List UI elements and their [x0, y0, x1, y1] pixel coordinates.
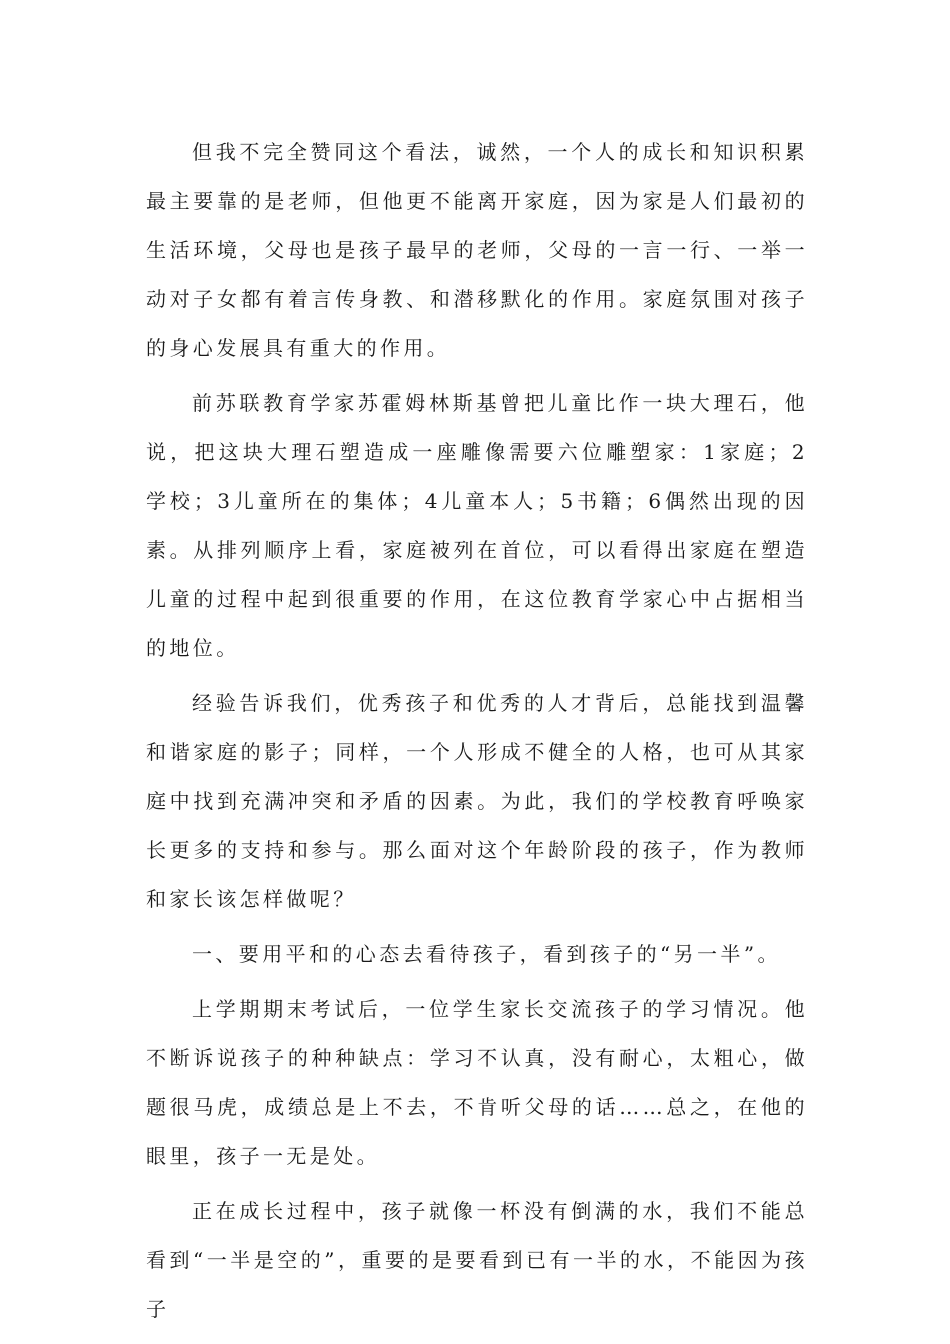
paragraph-parent-example: 上学期期末考试后，一位学生家长交流孩子的学习情况。他不断诉说孩子的种种缺点：学习不认真，没有耐心，太粗心，做题很马虎，成绩总是上不去，不肯听父母的话……总之，在他的眼里，孩子一无是处。 — [146, 997, 808, 1168]
paragraph-sukhomlinsky: 前苏联教育学家苏霍姆林斯基曾把儿童比作一块大理石，他说，把这块大理石塑造成一座雕像需要六位雕塑家：1家庭；2学校；3儿童所在的集体；4儿童本人；5书籍；6偶然出现的因素。从排列顺序上看，家庭被列在首位，可以看得出家庭在塑造儿童的过程中起到很重要的作用，在这位教育学家心中占据相当的地位。 — [146, 391, 808, 660]
paragraph-experience: 经验告诉我们，优秀孩子和优秀的人才背后，总能找到温馨和谐家庭的影子；同样，一个人形成不健全的人格，也可从其家庭中找到充满冲突和矛盾的因素。为此，我们的学校教育呼唤家长更多的支持和参与。那么面对这个年龄阶段的孩子，作为教师和家长该怎样做呢？ — [146, 691, 808, 911]
section-heading-one: 一、要用平和的心态去看待孩子，看到孩子的“另一半”。 — [192, 942, 781, 966]
paragraph-half-glass: 正在成长过程中，孩子就像一杯没有倒满的水，我们不能总看到“一半是空的”，重要的是要看到已有一半的水，不能因为孩子 — [146, 1199, 808, 1321]
paragraph-family-role: 但我不完全赞同这个看法，诚然，一个人的成长和知识积累最主要靠的是老师，但他更不能离开家庭，因为家是人们最初的生活环境，父母也是孩子最早的老师，父母的一言一行、一举一动对子女都有着言传身教、和潜移默化的作用。家庭氛围对孩子的身心发展具有重大的作用。 — [146, 140, 808, 360]
document-body — [146, 128, 808, 1340]
